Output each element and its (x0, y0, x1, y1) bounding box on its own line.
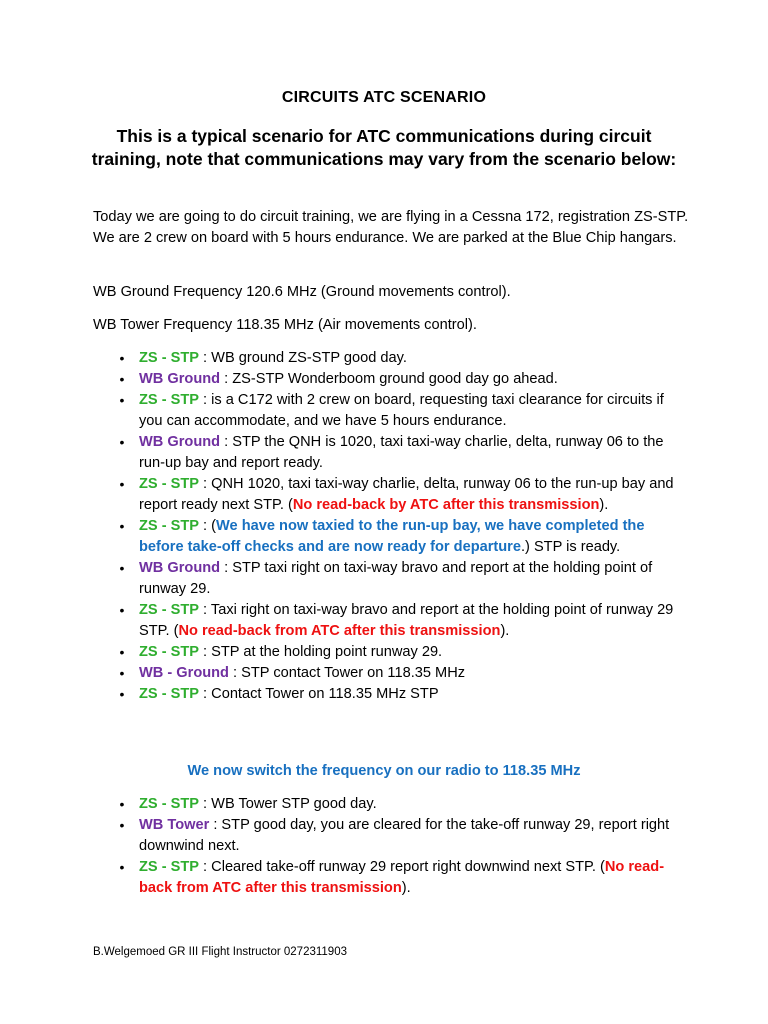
run-up-note: We have now taxied to the run-up bay, we have completed the before take-off checks and are now ready for departure (139, 518, 645, 555)
list-item (0, 369, 684, 390)
speaker-label: ZS - STP (139, 859, 199, 875)
message-tail: ). (401, 880, 411, 896)
bullet-icon: • (119, 796, 125, 812)
list-item (0, 390, 684, 432)
bullet-icon: • (119, 602, 125, 618)
no-readback-note: No read-back from ATC after this transmission (139, 859, 665, 896)
speaker-label: WB - Ground (139, 665, 229, 681)
message-text: : is a C172 with 2 crew on board, requesting taxi clearance for circuits if you can accommodate, and we have 5 hours endurance. (139, 392, 664, 429)
message-tail: ). (599, 497, 609, 513)
list-item (0, 663, 684, 684)
no-readback-note: No read-back by ATC after this transmission (292, 497, 600, 513)
bullet-icon: • (119, 434, 125, 450)
speaker-label: ZS - STP (139, 796, 199, 812)
message-tail: .) STP is ready. (520, 539, 621, 555)
bullet-icon: • (119, 476, 125, 492)
bullet-icon: • (119, 350, 125, 366)
list-item (0, 474, 684, 516)
speaker-label: ZS - STP (139, 644, 199, 660)
bullet-icon: • (119, 665, 125, 681)
list-item (0, 348, 684, 369)
document-title: CIRCUITS ATC SCENARIO (281, 89, 487, 106)
message-text: : STP contact Tower on 118.35 MHz (228, 665, 466, 681)
message-text: : WB Tower STP good day. (199, 796, 377, 812)
speaker-label: ZS - STP (139, 686, 199, 702)
document-subtitle: This is a typical scenario for ATC communications during circuit training, note that communications may vary from the scenario below: (91, 126, 677, 169)
speaker-label: WB Tower (139, 817, 210, 833)
list-item (0, 642, 684, 663)
message-text: : STP the QNH is 1020, taxi taxi-way charlie, delta, runway 06 to the run-up bay and report ready. (139, 434, 664, 471)
frequency-switch-note: We now switch the frequency on our radio to 118.35 MHz (187, 763, 581, 779)
speaker-label: ZS - STP (139, 518, 199, 534)
speaker-label: ZS - STP (139, 476, 199, 492)
bullet-icon: • (119, 518, 125, 534)
message-text: : WB ground ZS-STP good day. (199, 350, 407, 366)
bullet-icon: • (119, 560, 125, 576)
message-text: : STP taxi right on taxi-way bravo and report at the holding point of runway 29. (139, 560, 653, 597)
bullet-icon: • (119, 817, 125, 833)
bullet-icon: • (119, 859, 125, 875)
speaker-label: WB Ground (139, 371, 221, 387)
message-text: : STP good day, you are cleared for the take-off runway 29, report right downwind next. (139, 817, 670, 854)
footer-credit: B.Welgemoed GR III Flight Instructor 0272311903 (93, 946, 347, 958)
list-item (0, 794, 684, 815)
list-item (0, 600, 684, 642)
message-text: : STP at the holding point runway 29. (199, 644, 443, 660)
list-item (0, 815, 684, 857)
message-tail: ). (500, 623, 510, 639)
intro-paragraph: Today we are going to do circuit training, we are flying in a Cessna 172, registration ZS-STP. We are 2 crew on board with 5 hours endurance. We are parked at the Blue Chip hangars. (93, 209, 689, 246)
bullet-icon: • (119, 686, 125, 702)
bullet-icon: • (119, 371, 125, 387)
no-readback-note: No read-back from ATC after this transmission (178, 623, 501, 639)
speaker-label: WB Ground (139, 434, 221, 450)
message-text: : ( (199, 518, 217, 534)
list-item (0, 558, 684, 600)
ground-frequency-paragraph: WB Ground Frequency 120.6 MHz (Ground movements control). (93, 284, 511, 300)
tower-exchange-list (0, 794, 768, 899)
message-text: : QNH 1020, taxi taxi-way charlie, delta, runway 06 to the run-up bay and report ready next STP. ( (139, 476, 674, 513)
message-text: : Contact Tower on 118.35 MHz STP (199, 686, 439, 702)
list-item (0, 684, 684, 705)
speaker-label: ZS - STP (139, 392, 199, 408)
ground-exchange-list (0, 348, 768, 705)
list-item (0, 516, 684, 558)
speaker-label: ZS - STP (139, 602, 199, 618)
speaker-label: WB Ground (139, 560, 221, 576)
list-item (0, 432, 684, 474)
tower-frequency-paragraph: WB Tower Frequency 118.35 MHz (Air movements control). (93, 317, 477, 333)
bullet-icon: • (119, 644, 125, 660)
message-text: : Taxi right on taxi-way bravo and report at the holding point of runway 29 STP. ( (139, 602, 674, 639)
list-item (0, 857, 684, 899)
message-text: : Cleared take-off runway 29 report right downwind next STP. ( (199, 859, 605, 875)
speaker-label: ZS - STP (139, 350, 199, 366)
message-text: : ZS-STP Wonderboom ground good day go ahead. (220, 371, 558, 387)
bullet-icon: • (119, 392, 125, 408)
